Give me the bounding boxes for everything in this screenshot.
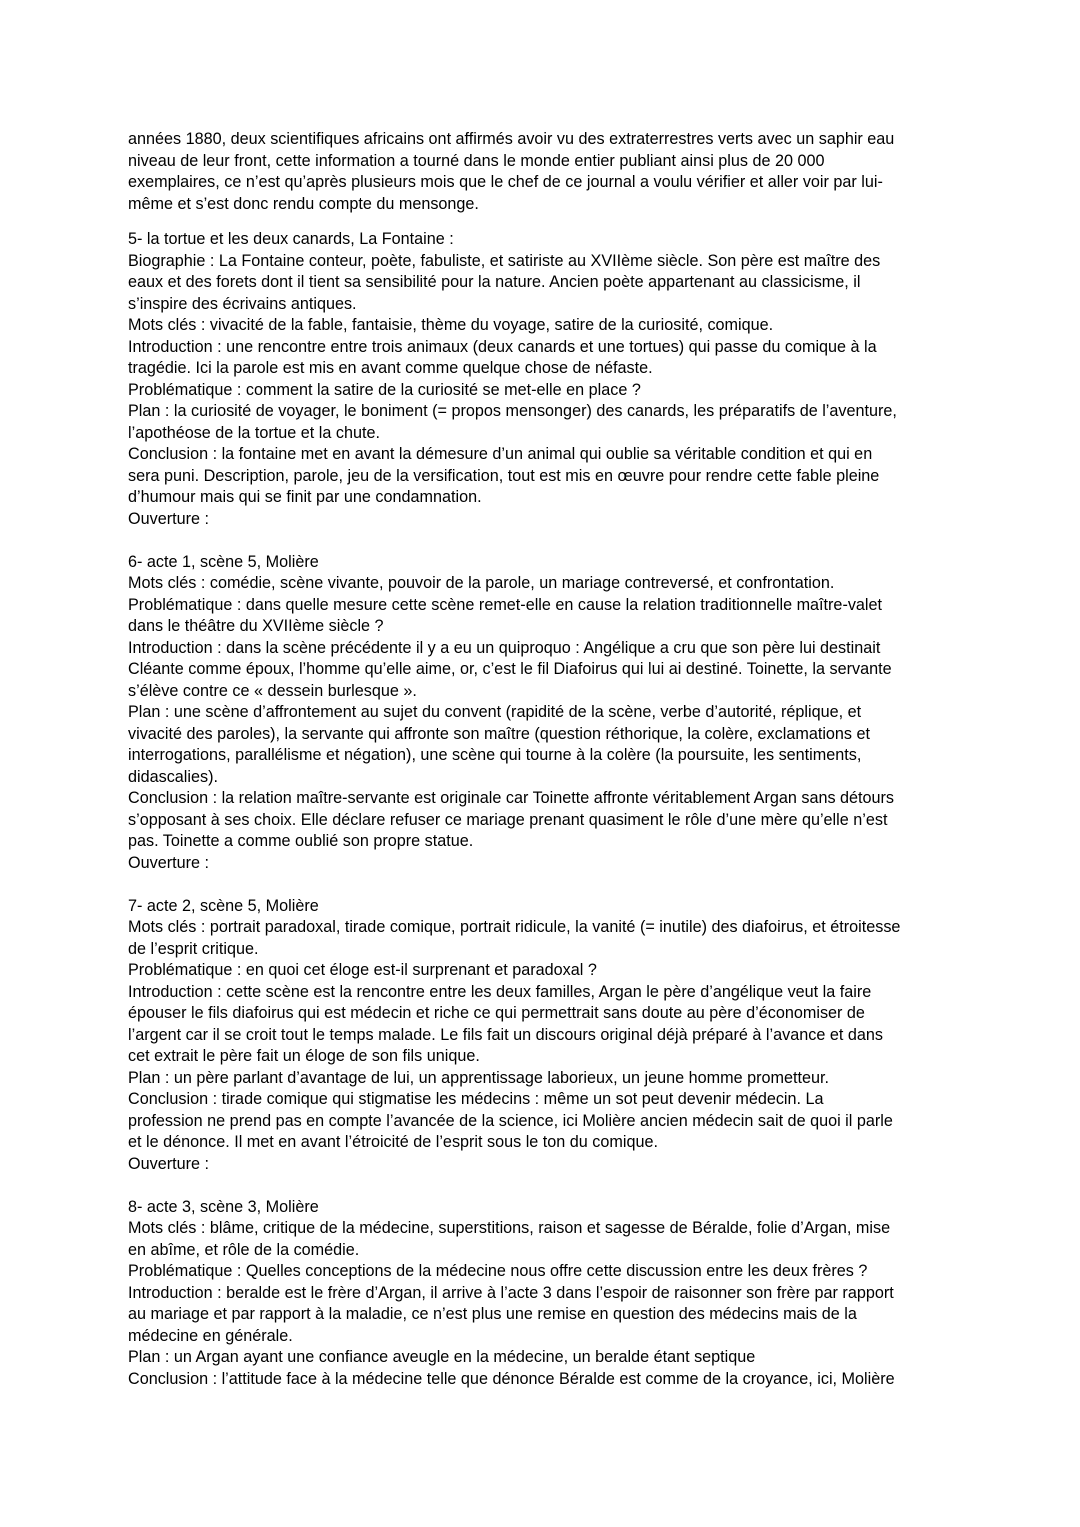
section-heading: 5- la tortue et les deux canards, La Fontaine : [128, 230, 454, 248]
text-line: même et s’est donc rendu compte du mensonge. [128, 194, 479, 213]
text-line: au mariage et par rapport à la maladie, ce n’est plus une remise en question des médecins mais de la [128, 1305, 857, 1323]
text-line: exemplaires, ce n’est qu’après plusieurs mois que le chef de ce journal a voulu vérifier et aller voir par lui- [128, 173, 883, 191]
text-line: Ouverture : [128, 509, 209, 528]
paragraph-spacer [128, 215, 958, 229]
section-8-acte-3-scene-3 [128, 1197, 958, 1391]
text-line: s’élève contre ce « dessein burlesque ». [128, 681, 417, 700]
text-line: Problématique : dans quelle mesure cette scène remet-elle en cause la relation traditionnelle maître-valet [128, 595, 883, 614]
document-page [128, 129, 958, 1390]
text-line: Introduction : dans la scène précédente il y a eu un quiproquo : Angélique a cru que son père lui destinait [128, 638, 881, 657]
text-line: niveau de leur front, cette information a tourné dans le monde entier publiant ainsi plus de 20 000 [128, 151, 825, 170]
text-line: didascalies). [128, 767, 218, 786]
paragraph-spacer [128, 1175, 958, 1197]
text-line: Introduction : une rencontre entre trois animaux (deux canards et une tortues) qui passe du comique à la [128, 337, 877, 356]
text-line: Cléante comme époux, l’homme qu’elle aime, or, c’est le fil Diafoirus qui lui ai destiné. Toinette, la servante [128, 660, 892, 678]
text-line: Introduction : beralde est le frère d’Argan, il arrive à l’acte 3 dans l’espoir de raisonner son frère par rapport [128, 1283, 894, 1302]
text-line: années 1880, deux scientifiques africains ont affirmés avoir vu des extraterrestres verts avec un saphir eau [128, 130, 895, 148]
text-line: Plan : une scène d’affrontement au sujet du convent (rapidité de la scène, verbe d’autorité, réplique, et [128, 703, 862, 721]
text-line: Mots clés : vivacité de la fable, fantaisie, thème du voyage, satire de la curiosité, comique. [128, 316, 774, 334]
text-line: tragédie. Ici la parole est mis en avant comme quelque chose de néfaste. [128, 359, 653, 377]
section-7-acte-2-scene-5 [128, 896, 958, 1176]
text-line: Plan : un père parlant d’avantage de lui, un apprentissage laborieux, un jeune homme prometteur. [128, 1068, 830, 1087]
text-line: l’apothéose de la tortue et la chute. [128, 423, 380, 442]
text-line: s’inspire des écrivains antiques. [128, 294, 357, 313]
text-line: de l’esprit critique. [128, 939, 259, 958]
text-line: Problématique : Quelles conceptions de la médecine nous offre cette discussion entre les deux frères ? [128, 1262, 868, 1280]
text-line: cet extrait le père fait un éloge de son fils unique. [128, 1047, 480, 1065]
text-line: Introduction : cette scène est la rencontre entre les deux familles, Argan le père d’angélique veut la faire [128, 982, 872, 1001]
text-line: Ouverture : [128, 1154, 209, 1173]
text-line: Mots clés : blâme, critique de la médecine, superstitions, raison et sagesse de Béralde, folie d’Argan, mise [128, 1219, 891, 1237]
text-line: Problématique : en quoi cet éloge est-il surprenant et paradoxal ? [128, 961, 597, 979]
text-line: s’opposant à ses choix. Elle déclare refuser ce mariage prenant quasiment le rôle d’une mère qu’elle n’est [128, 810, 888, 829]
text-line: interrogations, parallélisme et négation), une scène qui tourne à la colère (la poursuite, les sentiments, [128, 746, 862, 764]
text-line: Conclusion : la fontaine met en avant la démesure d’un animal qui oublie sa véritable condition et qui en [128, 445, 873, 463]
section-heading: 6- acte 1, scène 5, Molière [128, 552, 319, 571]
text-line: Plan : la curiosité de voyager, le boniment (= propos mensonger) des canards, les préparatifs de l’aventure, [128, 402, 897, 420]
text-line: épouser le fils diafoirus qui est médecin et riche ce qui permettrait sans doute au père d’économiser de [128, 1004, 865, 1022]
section-5-la-tortue-et-les-deux-canards [128, 229, 958, 530]
paragraph-spacer [128, 530, 958, 552]
text-line: Mots clés : comédie, scène vivante, pouvoir de la parole, un mariage contreversé, et confrontation. [128, 574, 835, 592]
text-line: d’humour mais qui se finit par une condamnation. [128, 488, 482, 506]
text-line: Problématique : comment la satire de la curiosité se met-elle en place ? [128, 380, 641, 399]
text-line: profession ne prend pas en compte l’avancée de la science, ici Molière ancien médecin sait de quoi il parle [128, 1111, 893, 1130]
text-line: Mots clés : portrait paradoxal, tirade comique, portrait ridicule, la vanité (= inutile) des diafoirus, et étroitesse [128, 918, 901, 936]
text-line: Conclusion : la relation maître-servante est originale car Toinette affronte véritablement Argan sans détours [128, 789, 895, 807]
section-heading: 8- acte 3, scène 3, Molière [128, 1197, 319, 1216]
text-line: en abîme, et rôle de la comédie. [128, 1240, 360, 1259]
text-line: eaux et des forets dont il tient sa sensibilité pour la nature. Ancien poète appartenant au classicisme, il [128, 273, 861, 291]
text-line: vivacité des paroles), la servante qui affronte son maître (question réthorique, la colère, exclamations et [128, 724, 871, 743]
paragraph-extraterrestres [128, 129, 958, 215]
text-line: pas. Toinette a comme oublié son propre statue. [128, 832, 474, 850]
text-line: Biographie : La Fontaine conteur, poète, fabuliste, et satiriste au XVIIème siècle. Son père est maître des [128, 251, 881, 270]
paragraph-spacer [128, 874, 958, 896]
section-heading: 7- acte 2, scène 5, Molière [128, 896, 319, 915]
text-line: Plan : un Argan ayant une confiance aveugle en la médecine, un beralde étant septique [128, 1348, 756, 1366]
text-line: et le dénonce. Il met en avant l’étroicité de l’esprit sous le ton du comique. [128, 1133, 658, 1151]
text-line: l’argent car il se croit tout le temps malade. Le fils fait un discours original déjà préparé à l’avance et dans [128, 1025, 883, 1044]
text-line: Ouverture : [128, 853, 209, 872]
text-line: Conclusion : tirade comique qui stigmatise les médecins : même un sot peut devenir médecin. La [128, 1090, 824, 1108]
section-6-acte-1-scene-5 [128, 552, 958, 875]
text-line: médecine en générale. [128, 1326, 293, 1345]
text-line: Conclusion : l’attitude face à la médecine telle que dénonce Béralde est comme de la croyance, ici, Molière [128, 1369, 895, 1388]
text-line: sera puni. Description, parole, jeu de la versification, tout est mis en œuvre pour rendre cette fable pleine [128, 466, 880, 485]
text-line: dans le théâtre du XVIIème siècle ? [128, 617, 384, 635]
